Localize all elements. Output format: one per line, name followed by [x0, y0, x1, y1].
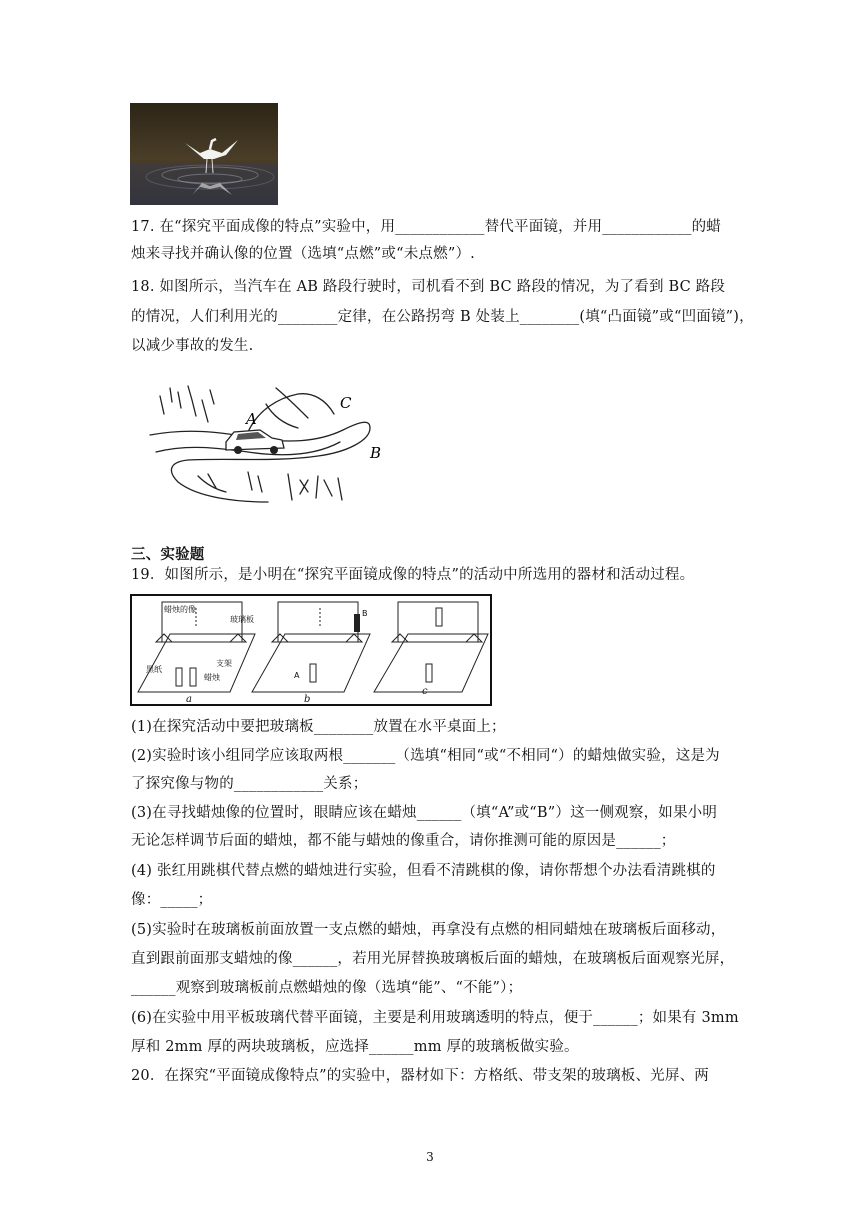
road-label-b: B — [370, 444, 382, 462]
q19-p3-line-2: 无论怎样调节后面的蜡烛，都不能与蜡烛的像重合，请你推测可能的原因是______； — [131, 833, 676, 849]
q19-p3-line-1: (3)在寻找蜡烛像的位置时，眼睛应该在蜡烛______（填“A”或“B”）这一侧观察，如果小明 — [131, 805, 718, 821]
q19-p1: (1)在探究活动中要把玻璃板________放置在水平桌面上； — [131, 719, 506, 735]
q19-p6-line-1: (6)在实验中用平板玻璃代替平面镜，主要是利用玻璃透明的特点，便于______；如果有 3mm — [131, 1010, 739, 1026]
q17-line-1: 17. 在“探究平面成像的特点”实验中，用____________替代平面镜，并用____________的蜡 — [131, 219, 721, 235]
caption-b: b — [304, 694, 311, 705]
q19-intro: 19．如图所示，是小明在“探究平面镜成像的特点”的活动中所选用的器材和活动过程。 — [131, 567, 695, 583]
label-candle: 蜡烛 — [204, 673, 220, 682]
q18-line-3: 以减少事故的发生. — [131, 338, 254, 354]
label-candle-b: B — [362, 609, 368, 618]
q19-p6-line-2: 厚和 2mm 厚的两块玻璃板，应选择______mm 厚的玻璃板做实验。 — [131, 1039, 579, 1055]
egret-photo — [130, 103, 278, 205]
q19-p5-line-1: (5)实验时在玻璃板前面放置一支点燃的蜡烛，再拿没有点燃的相同蜡烛在玻璃板后面移动， — [131, 922, 726, 938]
label-stand: 支架 — [216, 659, 232, 668]
q20-line-1: 20．在探究“平面镜成像特点”的实验中，器材如下：方格纸、带支架的玻璃板、光屏、两 — [131, 1068, 709, 1084]
caption-c: c — [422, 686, 428, 697]
section-heading: 三、实验题 — [131, 547, 205, 563]
q17-line-2: 烛来寻找并确认像的位置（选填“点燃”或“未点燃”）. — [131, 246, 475, 262]
caption-a: a — [186, 694, 192, 705]
q19-p5-line-3: ______观察到玻璃板前点燃蜡烛的像（选填“能”、“不能”）； — [131, 980, 523, 996]
q19-p5-line-2: 直到跟前面那支蜡烛的像______，若用光屏替换玻璃板后面的蜡烛，在玻璃板后面观察光屏， — [131, 951, 735, 967]
label-candle-a: A — [294, 671, 300, 680]
page-number: 3 — [426, 1150, 434, 1164]
road-label-c: C — [340, 394, 352, 412]
car-icon — [226, 430, 284, 454]
label-glass: 玻璃板 — [230, 615, 254, 624]
q19-p4-line-2: 像：_____； — [131, 892, 213, 908]
q19-p2-line-2: 了探究像与物的____________关系； — [131, 776, 368, 792]
road-bend-figure — [148, 380, 392, 512]
label-candle-image: 蜡烛的像 — [164, 605, 196, 614]
road-label-a: A — [246, 410, 257, 428]
mirror-experiment-figure — [130, 594, 492, 706]
q18-line-2: 的情况，人们利用光的________定律，在公路拐弯 B 处装上________(填“凸面镜”或“凹面镜”)， — [131, 309, 754, 325]
q19-p2-line-1: (2)实验时该小组同学应该取两根_______（选填“相同“或“不相同“）的蜡烛做实验，这是为 — [131, 748, 720, 764]
q18-line-1: 18. 如图所示，当汽车在 AB 路段行驶时，司机看不到 BC 路段的情况，为了看到 BC 路段 — [131, 279, 726, 295]
q19-p4-line-1: (4) 张红用跳棋代替点燃的蜡烛进行实验，但看不清跳棋的像，请你帮想个办法看清跳棋的 — [131, 863, 716, 879]
label-black-paper: 黑纸 — [146, 665, 162, 674]
